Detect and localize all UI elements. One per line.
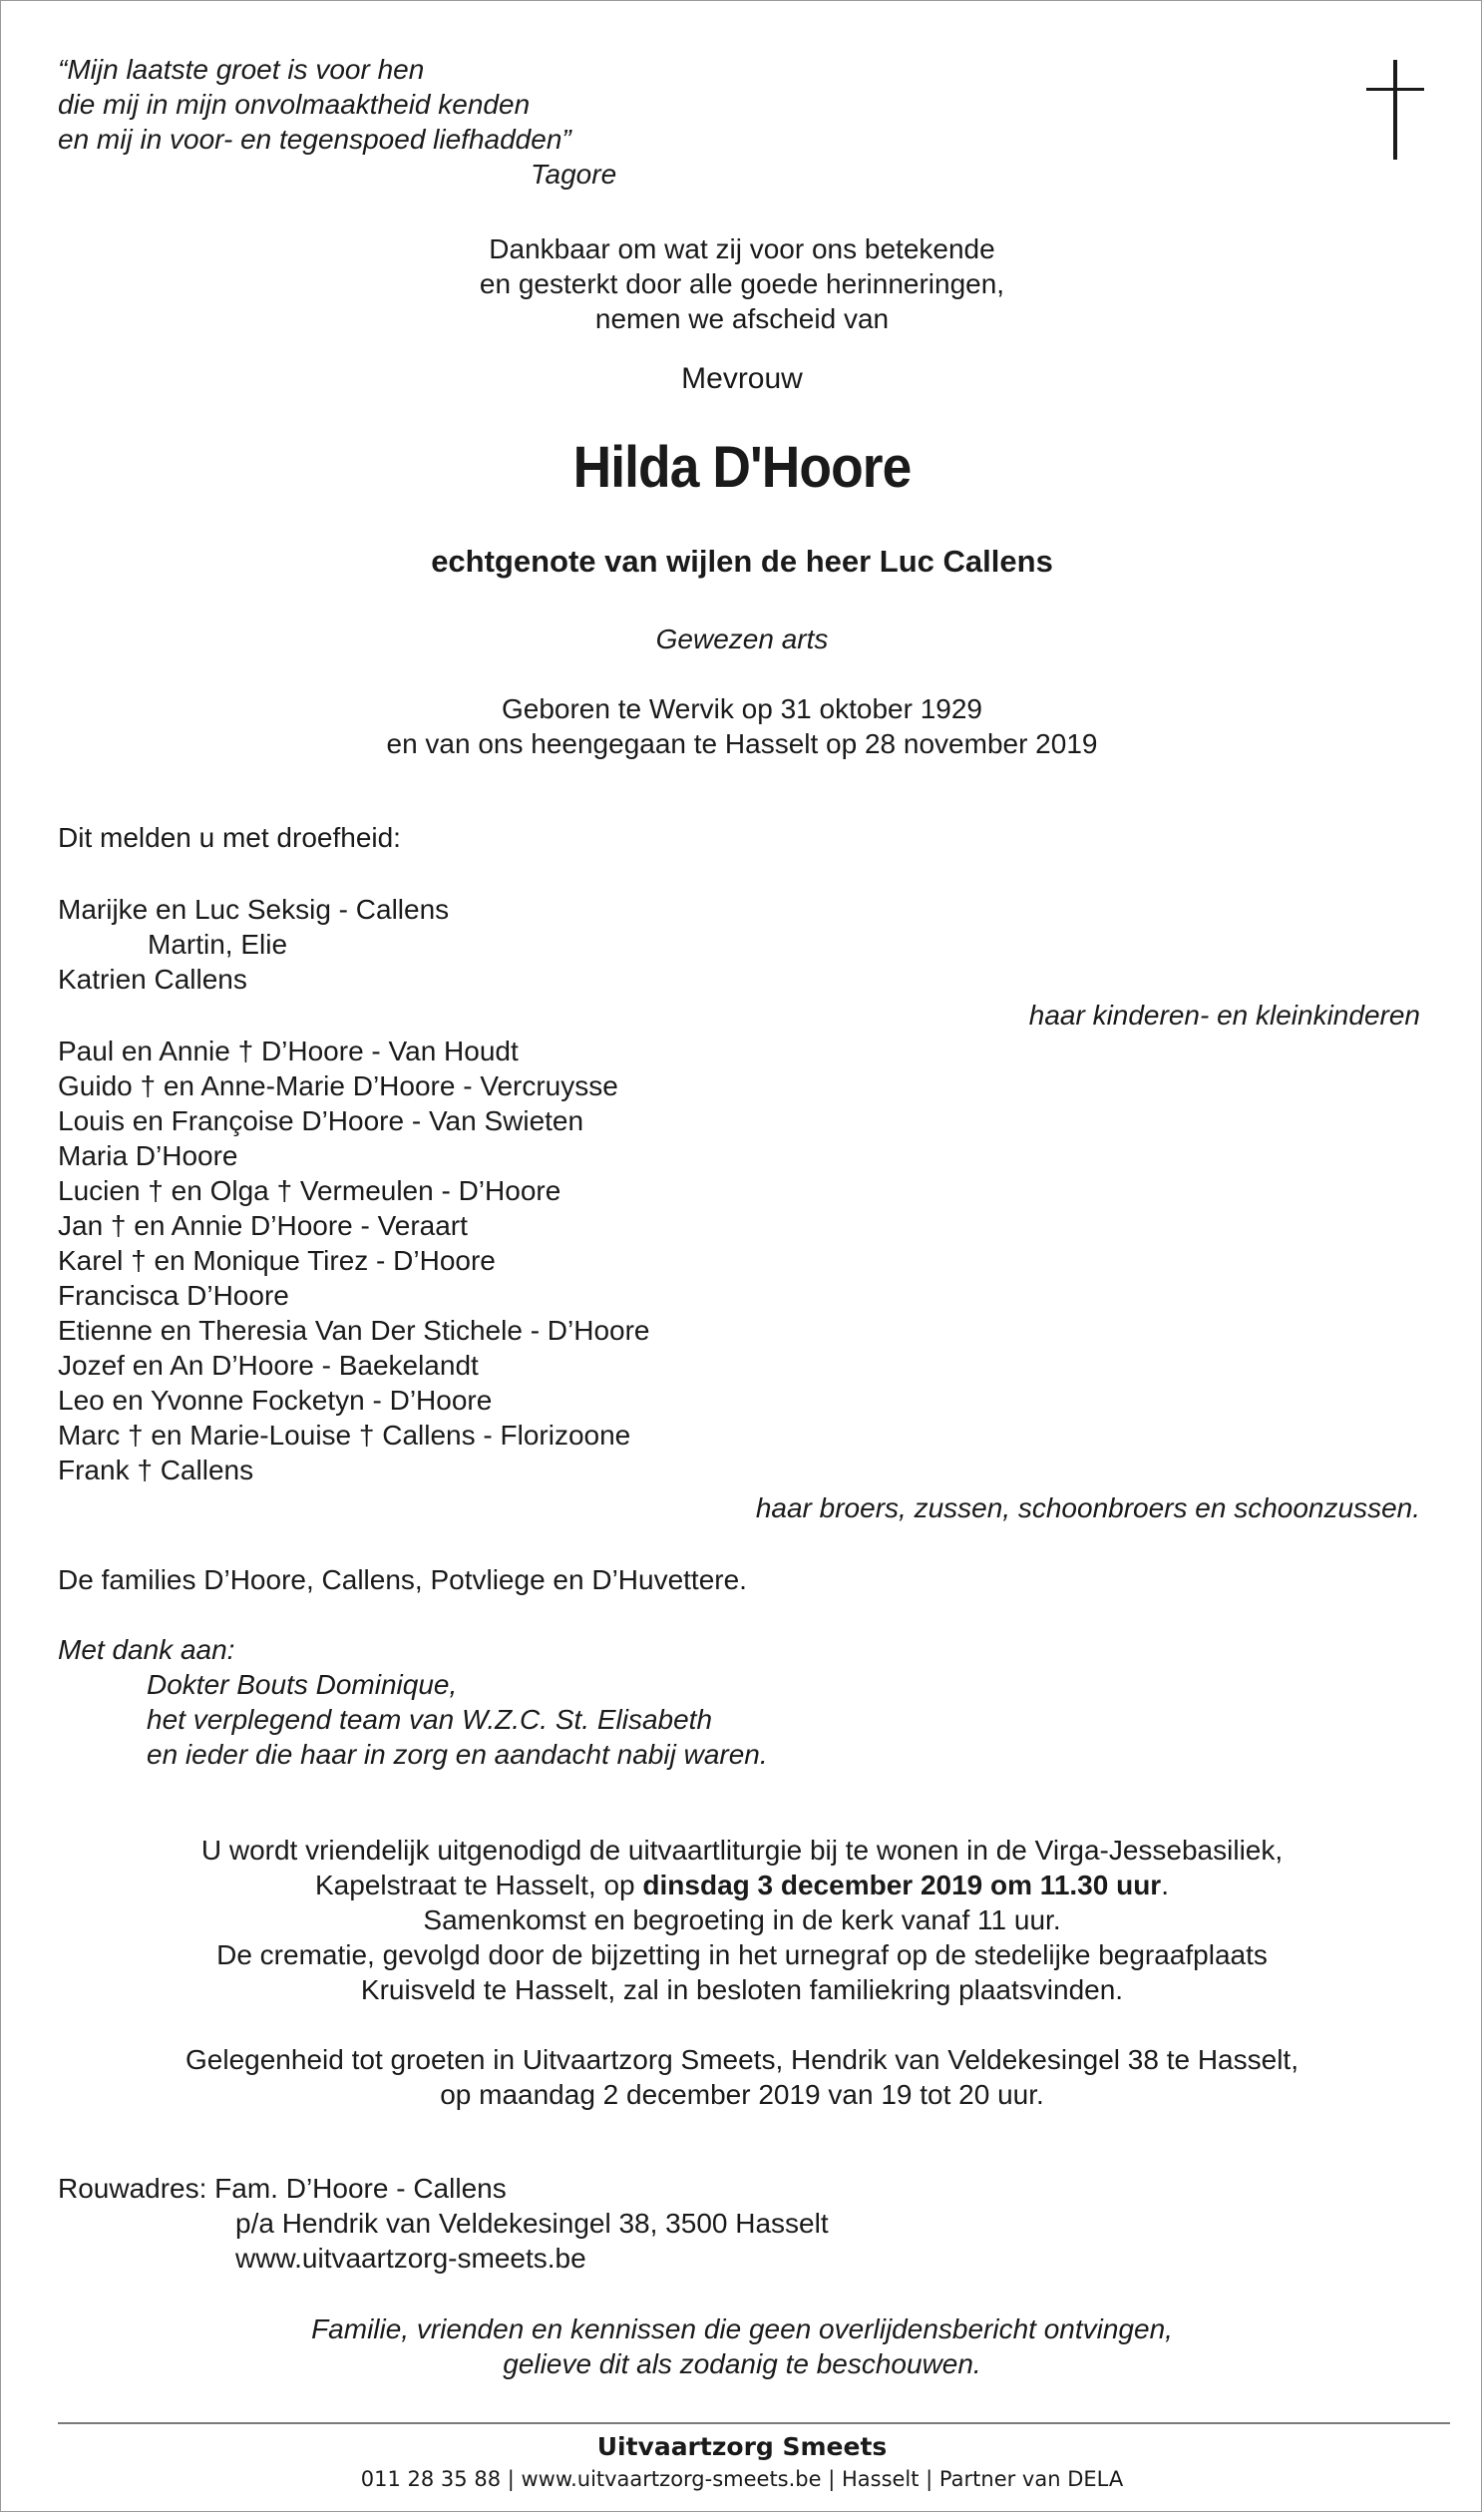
families-line: De families D’Hoore, Callens, Potvliege en D’Huvettere.	[58, 1564, 747, 1595]
list-item: Louis en Françoise D’Hoore - Van Swieten	[58, 1105, 584, 1136]
invitation-line: Kruisveld te Hasselt, zal in besloten familiekring plaatsvinden.	[360, 1974, 1124, 2005]
thanks-line: Dokter Bouts Dominique,	[147, 1669, 458, 1700]
death-line: en van ons heengegaan te Hasselt op 28 november 2019	[386, 728, 1098, 759]
invitation-text: .	[1161, 1870, 1169, 1900]
intro-line: nemen we afscheid van	[594, 303, 890, 334]
thanks-heading: Met dank aan:	[58, 1634, 235, 1665]
salutation: Mevrouw	[681, 362, 803, 395]
thanks-block	[58, 1632, 768, 1772]
list-item: Francisca D’Hoore	[58, 1280, 289, 1311]
intro-text	[0, 231, 1484, 336]
children-list	[58, 892, 449, 997]
visitation-line: op maandag 2 december 2019 van 19 tot 20 uur.	[440, 2079, 1044, 2110]
address-website: www.uitvaartzorg-smeets.be	[235, 2243, 586, 2274]
invitation-line: De crematie, gevolgd door de bijzetting in het urnegraf op de stedelijke begraafplaats	[216, 1939, 1268, 1970]
children-note: haar kinderen- en kleinkinderen	[1028, 1000, 1420, 1031]
list-item: Jozef en An D’Hoore - Baekelandt	[58, 1350, 479, 1381]
quote-block	[58, 52, 616, 192]
mourning-address	[58, 2171, 829, 2276]
list-item: Frank † Callens	[58, 1455, 254, 1485]
list-item: Marc † en Marie-Louise † Callens - Florizoone	[58, 1420, 631, 1451]
siblings-list	[58, 1034, 650, 1487]
announcement: Dit melden u met droefheid:	[58, 822, 401, 853]
intro-line: en gesterkt door alle goede herinneringen,	[479, 268, 1005, 299]
list-item: Guido † en Anne-Marie D’Hoore - Vercruysse	[58, 1070, 618, 1101]
invitation-line: U wordt vriendelijk uitgenodigd de uitvaartliturgie bij te wonen in de Virga-Jessebasiliek,	[200, 1835, 1284, 1866]
cross-icon	[1366, 60, 1424, 160]
funeral-invitation	[0, 1833, 1484, 2007]
list-item: Maria D’Hoore	[58, 1140, 238, 1171]
list-item: Jan † en Annie D’Hoore - Veraart	[58, 1210, 468, 1241]
spouse-line: echtgenote van wijlen de heer Luc Callens	[431, 544, 1053, 579]
siblings-note: haar broers, zussen, schoonbroers en schoonzussen.	[755, 1492, 1420, 1523]
birth-line: Geboren te Wervik op 31 oktober 1929	[501, 693, 982, 724]
list-item: Leo en Yvonne Focketyn - D’Hoore	[58, 1385, 493, 1416]
visitation-line: Gelegenheid tot groeten in Uitvaartzorg Smeets, Hendrik van Veldekesingel 38 te Hasselt,	[186, 2044, 1298, 2075]
deceased-name: Hilda D'Hoore	[572, 435, 912, 500]
invitation-line	[0, 1868, 1484, 1902]
invitation-text: Kapelstraat te Hasselt, op	[315, 1870, 643, 1900]
visitation-info	[0, 2042, 1484, 2112]
footer-divider	[58, 2422, 1450, 2424]
funeral-home-contact: 011 28 35 88 | www.uitvaartzorg-smeets.be | Hasselt | Partner van DELA	[360, 2467, 1124, 2491]
quote-line: “Mijn laatste groet is voor hen	[58, 54, 425, 85]
funeral-datetime: dinsdag 3 december 2019 om 11.30 uur	[642, 1870, 1162, 1900]
intro-line: Dankbaar om wat zij voor ons betekende	[489, 233, 995, 264]
profession: Gewezen arts	[655, 624, 829, 654]
thanks-line: en ieder die haar in zorg en aandacht nabij waren.	[147, 1739, 768, 1770]
closing-line: Familie, vrienden en kennissen die geen overlijdensbericht ontvingen,	[311, 2313, 1173, 2344]
list-item: Marijke en Luc Seksig - Callens	[58, 894, 450, 925]
closing-line: gelieve dit als zodanig te beschouwen.	[503, 2348, 981, 2379]
list-item: Karel † en Monique Tirez - D’Hoore	[58, 1245, 496, 1276]
invitation-line: Samenkomst en begroeting in de kerk vanaf 11 uur.	[423, 1904, 1061, 1935]
list-item: Katrien Callens	[58, 964, 247, 995]
thanks-line: het verplegend team van W.Z.C. St. Elisabeth	[147, 1704, 713, 1735]
list-item: Etienne en Theresia Van Der Stichele - D’Hoore	[58, 1315, 650, 1346]
quote-line: die mij in mijn onvolmaaktheid kenden	[58, 89, 531, 120]
quote-author: Tagore	[531, 159, 617, 190]
list-item: Paul en Annie † D’Hoore - Van Houdt	[58, 1036, 519, 1066]
quote-line: en mij in voor- en tegenspoed liefhadden”	[58, 124, 571, 155]
birth-death-dates	[0, 691, 1484, 761]
list-item: Martin, Elie	[148, 929, 288, 960]
address-name: Rouwadres: Fam. D’Hoore - Callens	[58, 2173, 507, 2204]
closing-note	[0, 2311, 1484, 2381]
address-street: p/a Hendrik van Veldekesingel 38, 3500 Hasselt	[235, 2208, 829, 2239]
list-item: Lucien † en Olga † Vermeulen - D’Hoore	[58, 1175, 561, 1206]
funeral-home-name: Uitvaartzorg Smeets	[596, 2432, 888, 2461]
